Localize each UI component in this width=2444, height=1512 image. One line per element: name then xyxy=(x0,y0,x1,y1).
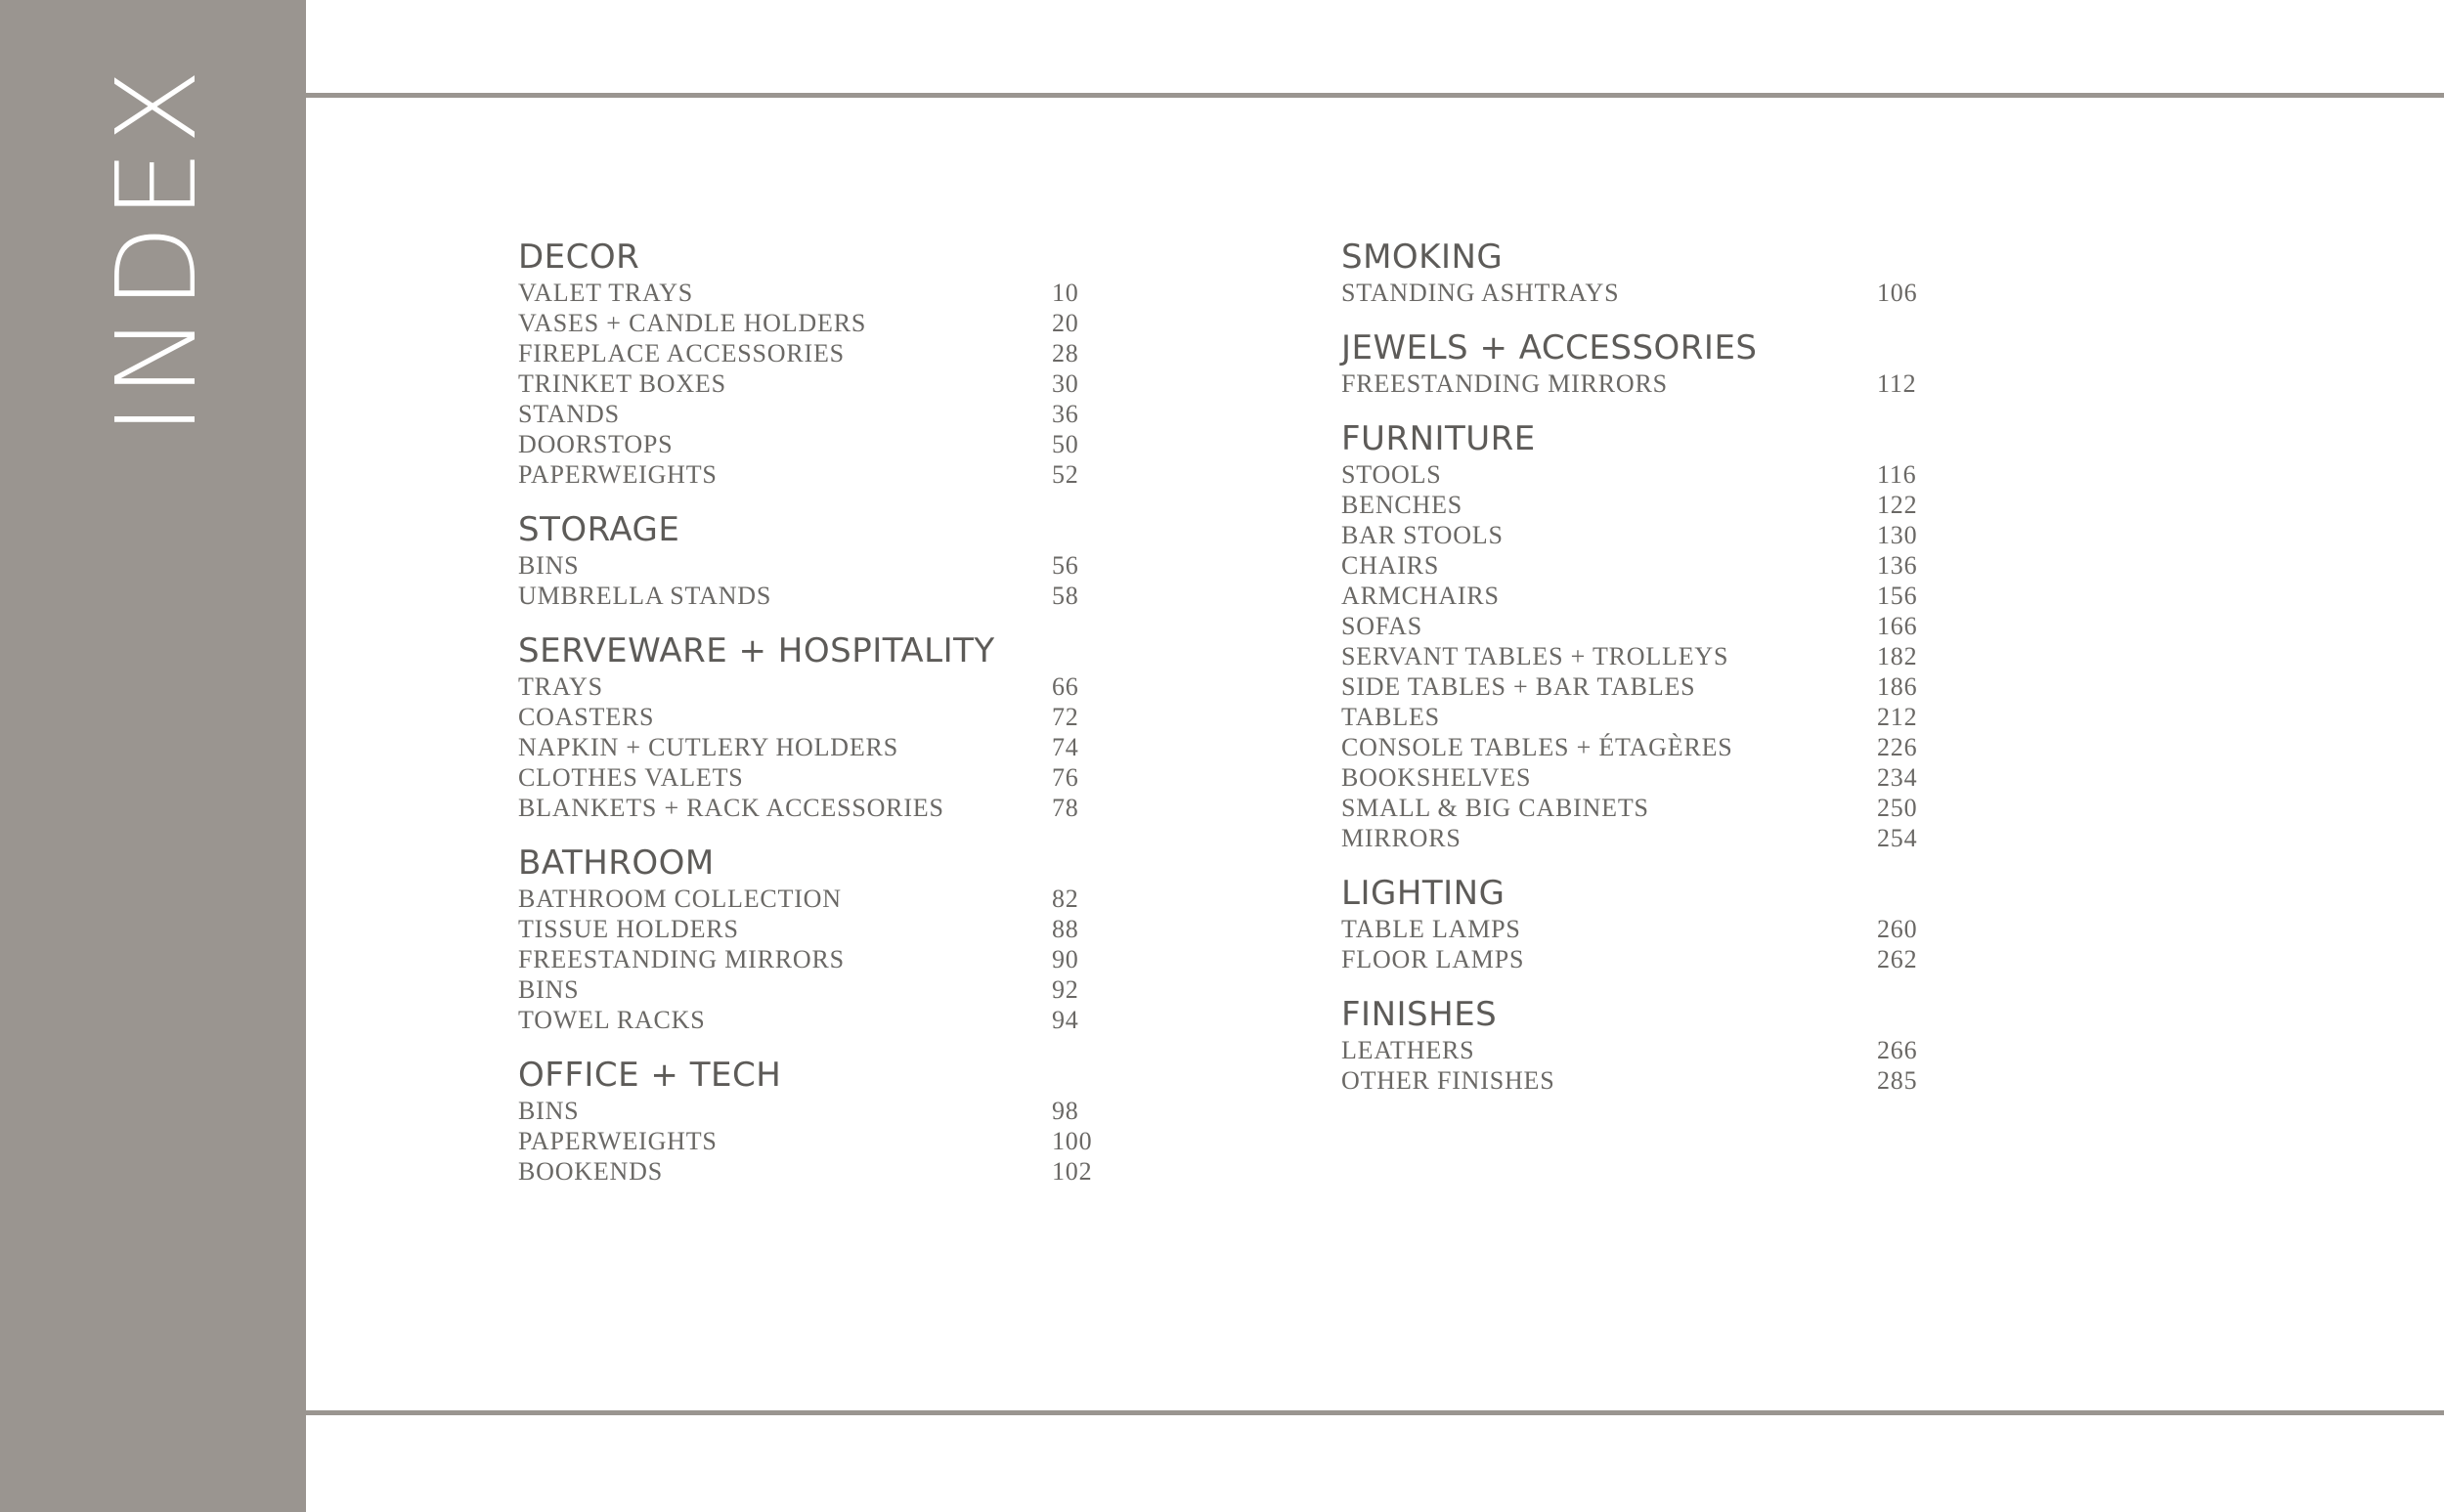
entry-label: FREESTANDING MIRRORS xyxy=(518,945,845,973)
entry-label: BOOKSHELVES xyxy=(1341,763,1532,792)
entry-page-number: 266 xyxy=(1877,1036,1918,1064)
index-section xyxy=(1341,994,1928,1096)
entry-page-number: 78 xyxy=(1052,794,1079,822)
entry-page-number: 100 xyxy=(1052,1127,1093,1155)
entry-page-number: 58 xyxy=(1052,582,1079,610)
entry-page-number: 285 xyxy=(1877,1066,1918,1095)
section-heading: JEWELS + ACCESSORIES xyxy=(1341,328,1758,367)
entry-label: FREESTANDING MIRRORS xyxy=(1341,369,1668,398)
index-entry xyxy=(518,671,1105,702)
entry-label: TABLE LAMPS xyxy=(1341,915,1521,943)
index-entry xyxy=(1341,368,1928,399)
index-entry xyxy=(518,702,1105,732)
index-entry xyxy=(1341,944,1928,974)
index-entry xyxy=(1341,702,1928,732)
entry-page-number: 262 xyxy=(1877,945,1918,973)
entry-label: CONSOLE TABLES + ÉTAGÈRES xyxy=(1341,733,1733,761)
index-entry xyxy=(518,732,1105,762)
index-entry xyxy=(1341,550,1928,581)
entry-label: OTHER FINISHES xyxy=(1341,1066,1555,1095)
entry-page-number: 98 xyxy=(1052,1097,1079,1125)
index-entry xyxy=(518,974,1105,1005)
entry-page-number: 74 xyxy=(1052,733,1079,761)
entry-label: BATHROOM COLLECTION xyxy=(518,885,842,913)
index-column-left xyxy=(518,237,1105,1206)
index-section xyxy=(518,1055,1105,1187)
entry-label: UMBRELLA STANDS xyxy=(518,582,772,610)
index-entry xyxy=(518,1005,1105,1035)
section-heading: DECOR xyxy=(518,238,640,277)
entry-page-number: 186 xyxy=(1877,672,1918,701)
section-heading: FINISHES xyxy=(1341,995,1498,1034)
entry-page-number: 92 xyxy=(1052,975,1079,1004)
entry-label: LEATHERS xyxy=(1341,1036,1475,1064)
index-entry xyxy=(518,459,1105,490)
entry-label: CHAIRS xyxy=(1341,551,1440,580)
entry-label: TOWEL RACKS xyxy=(518,1006,706,1034)
index-entry xyxy=(518,581,1105,611)
entry-label: BLANKETS + RACK ACCESSORIES xyxy=(518,794,944,822)
entry-page-number: 182 xyxy=(1877,642,1918,670)
index-section xyxy=(518,509,1105,611)
index-entry xyxy=(518,1096,1105,1126)
index-entry xyxy=(518,762,1105,793)
index-entry xyxy=(1341,671,1928,702)
entry-page-number: 260 xyxy=(1877,915,1918,943)
index-section xyxy=(1341,327,1928,399)
entry-page-number: 166 xyxy=(1877,612,1918,640)
entry-label: SERVANT TABLES + TROLLEYS xyxy=(1341,642,1729,670)
entry-label: BENCHES xyxy=(1341,491,1463,519)
index-entry xyxy=(518,308,1105,338)
index-column-right xyxy=(1341,237,1928,1115)
entry-page-number: 20 xyxy=(1052,309,1079,337)
index-entry xyxy=(518,368,1105,399)
index-entry xyxy=(1341,641,1928,671)
index-entry xyxy=(518,944,1105,974)
entry-page-number: 76 xyxy=(1052,763,1079,792)
entry-page-number: 30 xyxy=(1052,369,1079,398)
entry-page-number: 88 xyxy=(1052,915,1079,943)
entry-page-number: 130 xyxy=(1877,521,1918,549)
index-entry xyxy=(1341,459,1928,490)
section-heading: SMOKING xyxy=(1341,238,1504,277)
entry-label: BINS xyxy=(518,551,580,580)
entry-page-number: 112 xyxy=(1877,369,1917,398)
index-section xyxy=(518,630,1105,823)
entry-page-number: 56 xyxy=(1052,551,1079,580)
index-entry xyxy=(1341,823,1928,853)
index-entry xyxy=(1341,611,1928,641)
entry-page-number: 122 xyxy=(1877,491,1918,519)
index-section xyxy=(518,237,1105,490)
index-entry xyxy=(1341,1065,1928,1096)
entry-label: SOFAS xyxy=(1341,612,1423,640)
index-entry xyxy=(518,1156,1105,1187)
entry-page-number: 226 xyxy=(1877,733,1918,761)
entry-page-number: 82 xyxy=(1052,885,1079,913)
entry-label: BAR STOOLS xyxy=(1341,521,1504,549)
index-entry xyxy=(518,429,1105,459)
entry-label: SMALL & BIG CABINETS xyxy=(1341,794,1649,822)
entry-page-number: 52 xyxy=(1052,460,1079,489)
section-heading: OFFICE + TECH xyxy=(518,1056,782,1095)
index-entry xyxy=(1341,581,1928,611)
entry-label: TRINKET BOXES xyxy=(518,369,726,398)
index-entry xyxy=(518,338,1105,368)
entry-label: TRAYS xyxy=(518,672,603,701)
entry-label: BOOKENDS xyxy=(518,1157,663,1186)
entry-label: TABLES xyxy=(1341,703,1440,731)
entry-page-number: 28 xyxy=(1052,339,1079,367)
index-entry xyxy=(518,278,1105,308)
index-entry xyxy=(1341,520,1928,550)
entry-page-number: 94 xyxy=(1052,1006,1079,1034)
index-entry xyxy=(1341,793,1928,823)
entry-page-number: 212 xyxy=(1877,703,1918,731)
entry-page-number: 234 xyxy=(1877,763,1918,792)
top-divider xyxy=(306,93,2444,98)
index-entry xyxy=(1341,278,1928,308)
entry-page-number: 50 xyxy=(1052,430,1079,458)
section-heading: BATHROOM xyxy=(518,843,715,883)
entry-label: PAPERWEIGHTS xyxy=(518,1127,718,1155)
entry-label: STANDS xyxy=(518,400,620,428)
entry-label: VALET TRAYS xyxy=(518,279,694,307)
entry-label: STANDING ASHTRAYS xyxy=(1341,279,1620,307)
index-entry xyxy=(1341,490,1928,520)
index-entry xyxy=(518,1126,1105,1156)
sidebar xyxy=(0,0,306,1512)
index-entry xyxy=(518,914,1105,944)
index-section xyxy=(1341,418,1928,853)
entry-label: DOORSTOPS xyxy=(518,430,674,458)
index-entry xyxy=(518,793,1105,823)
index-entry xyxy=(518,550,1105,581)
section-heading: SERVEWARE + HOSPITALITY xyxy=(518,631,995,670)
section-heading: STORAGE xyxy=(518,510,680,549)
index-entry xyxy=(518,884,1105,914)
index-section xyxy=(1341,237,1928,308)
entry-label: MIRRORS xyxy=(1341,824,1462,852)
entry-label: VASES + CANDLE HOLDERS xyxy=(518,309,867,337)
index-entry xyxy=(1341,914,1928,944)
entry-page-number: 136 xyxy=(1877,551,1918,580)
entry-label: PAPERWEIGHTS xyxy=(518,460,718,489)
entry-page-number: 10 xyxy=(1052,279,1079,307)
page-title: INDEX xyxy=(94,63,221,436)
entry-page-number: 156 xyxy=(1877,582,1918,610)
entry-label: COASTERS xyxy=(518,703,655,731)
entry-label: STOOLS xyxy=(1341,460,1442,489)
entry-page-number: 250 xyxy=(1877,794,1918,822)
entry-label: FIREPLACE ACCESSORIES xyxy=(518,339,845,367)
entry-label: SIDE TABLES + BAR TABLES xyxy=(1341,672,1696,701)
entry-page-number: 116 xyxy=(1877,460,1917,489)
entry-page-number: 106 xyxy=(1877,279,1918,307)
index-section xyxy=(1341,873,1928,974)
entry-label: TISSUE HOLDERS xyxy=(518,915,739,943)
entry-label: FLOOR LAMPS xyxy=(1341,945,1525,973)
index-section xyxy=(518,842,1105,1035)
index-entry xyxy=(1341,732,1928,762)
entry-label: CLOTHES VALETS xyxy=(518,763,744,792)
index-entry xyxy=(1341,1035,1928,1065)
entry-label: ARMCHAIRS xyxy=(1341,582,1500,610)
bottom-divider xyxy=(306,1410,2444,1415)
section-heading: FURNITURE xyxy=(1341,419,1536,458)
entry-page-number: 72 xyxy=(1052,703,1079,731)
entry-page-number: 66 xyxy=(1052,672,1079,701)
section-heading: LIGHTING xyxy=(1341,874,1506,913)
entry-page-number: 36 xyxy=(1052,400,1079,428)
entry-page-number: 254 xyxy=(1877,824,1918,852)
index-entry xyxy=(1341,762,1928,793)
index-entry xyxy=(518,399,1105,429)
entry-label: BINS xyxy=(518,1097,580,1125)
entry-label: NAPKIN + CUTLERY HOLDERS xyxy=(518,733,898,761)
entry-label: BINS xyxy=(518,975,580,1004)
entry-page-number: 90 xyxy=(1052,945,1079,973)
entry-page-number: 102 xyxy=(1052,1157,1093,1186)
